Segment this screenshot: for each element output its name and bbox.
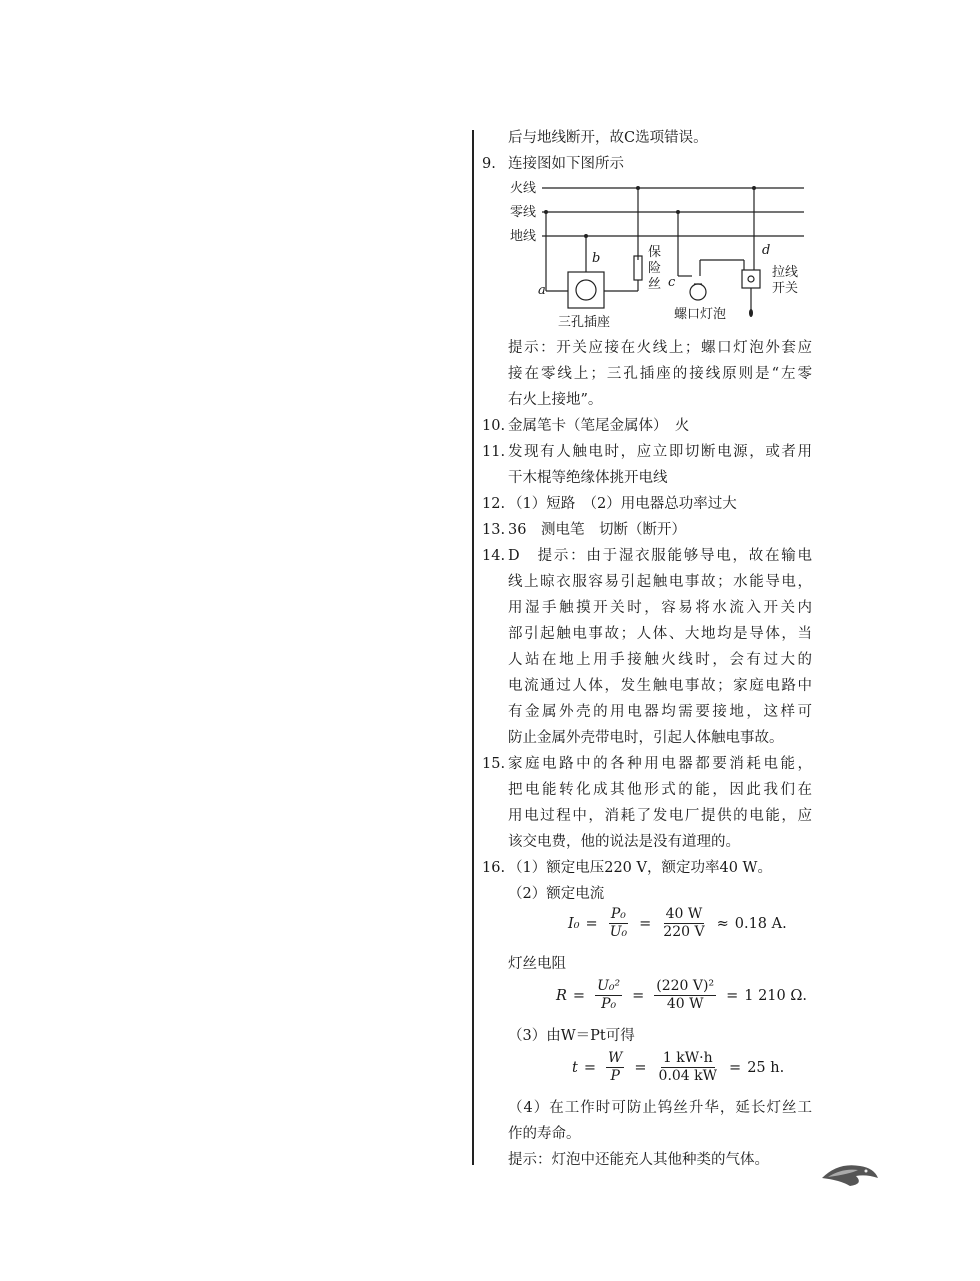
point-label: b [592,251,601,266]
wiring-diagram [482,176,822,336]
equation-resistance: R = $\frac{\text{U₀²}}{\text{P₀}}$ = $\frac{\text{(220 V)²}}{40 W}$ = 1 210 Ω. [556,978,808,1012]
eq-result: 0.18 A. [734,915,787,932]
fraction [606,1050,624,1085]
denominator: P [610,1068,620,1084]
eq-lhs: R [556,987,567,1004]
bulb-shape [690,284,706,300]
fuse-label: 险 [648,261,662,276]
text-line: （3）由W＝Pt可得 [508,1028,635,1044]
point-label: d [762,243,771,258]
numerator: 1 kW·h [662,1050,713,1066]
denominator: P₀ [601,996,617,1012]
switch-label: 开关 [772,281,799,296]
question-number: 13. [482,522,506,538]
question-number: 9. [482,156,496,172]
text-line: 灯丝电阻 [508,956,566,972]
text-line: 用湿手触摸开关时，容易将水流入开关内 [508,600,812,616]
text-line: D 提示：由于湿衣服能够导电，故在输电 [508,548,812,564]
numerator: U₀² [597,978,621,994]
switch-box [742,270,760,288]
fraction [654,978,716,1013]
text-line: 人站在地上用手接触火线时，会有过大的 [508,652,812,668]
question-number: 16. [482,860,506,876]
switch-label: 拉线 [772,265,799,280]
bulb-label: 螺口灯泡 [674,307,727,322]
equation-time: t = $\frac{W}{P}$ = $\frac{1 kW\cdot h}{0.04 kW}$ = 25 h. [572,1050,785,1084]
question-number: 14. [482,548,506,564]
text-line: 36 测电笔 切断（断开） [508,522,686,538]
fraction [608,906,629,941]
numerator: W [607,1050,623,1066]
point-label: a [538,283,546,298]
numerator: (220 V)² [656,978,715,994]
ground-label: 地线 [510,229,537,244]
fraction [657,1050,720,1085]
text-line: 家庭电路中的各种用电器都要消耗电能， [508,756,812,772]
numerator: 40 W [665,906,703,922]
question-number: 15. [482,756,506,772]
fraction [595,978,622,1013]
text-line: 右火上接地”。 [508,392,603,408]
text-line: 后与地线断开，故C选项错误。 [508,130,708,146]
text-line: 接在零线上；三孔插座的接线原则是“左零 [508,366,812,382]
fraction [661,906,706,941]
text-line: 金属笔卡（笔尾金属体） 火 [508,418,690,434]
denominator: 220 V [663,924,705,940]
live-label: 火线 [510,181,537,196]
eq-lhs: I₀ [568,915,580,932]
text-line: 干木棍等绝缘体挑开电线 [508,470,668,486]
text-line: 防止金属外壳带电时，引起人体触电事故。 [508,730,784,746]
neutral-label: 零线 [510,205,537,220]
numerator: P₀ [610,906,626,922]
column-divider [472,130,474,1165]
fuse-label: 保 [648,245,662,260]
text-line: 连接图如下图所示 [508,156,624,172]
text-line: （2）额定电流 [508,886,605,902]
text-line: 线上晾衣服容易引起触电事故；水能导电， [508,574,812,590]
text-line: 该交电费，他的说法是没有道理的。 [508,834,740,850]
question-number: 11. [482,444,506,460]
text-line: 用电过程中，消耗了发电厂提供的电能，应 [508,808,812,824]
socket-box [568,272,604,308]
eq-result: 1 210 Ω. [744,987,808,1004]
text-line: 电流通过人体，发生触电事故；家庭电路中 [508,678,812,694]
equation-current: I₀ = $\frac{\text{P₀}}{\text{U₀}}$ = $\frac{40 W}{220 V}$ ≈ 0.18 A. [568,906,787,940]
text-line: 把电能转化成其他形式的能，因此我们在 [508,782,812,798]
eq-lhs: t [572,1059,578,1076]
text-line: 提示：灯泡中还能充人其他种类的气体。 [508,1152,769,1168]
eq-result: 25 h. [747,1059,785,1076]
point-label: c [668,275,676,290]
text-line: （4）在工作时可防止钨丝升华，延长灯丝工 [508,1100,812,1116]
text-line: 发现有人触电时，应立即切断电源，或者用 [508,444,812,460]
question-number: 10. [482,418,506,434]
denominator: 40 W [666,996,704,1012]
question-number: 12. [482,496,506,512]
fuse-label: 丝 [648,277,662,292]
text-line: 有金属外壳的用电器均需要接地，这样可 [508,704,812,720]
text-line: 提示：开关应接在火线上；螺口灯泡外套应 [508,340,812,356]
text-line: （1）额定电压220 V，额定功率40 W。 [508,860,772,876]
text-line: 作的寿命。 [508,1126,581,1142]
denominator: U₀ [609,924,628,940]
denominator: 0.04 kW [658,1068,718,1084]
dolphin-logo-icon [820,1158,880,1190]
text-line: （1）短路 （2）用电器总功率过大 [508,496,737,512]
text-line: 部引起触电事故；人体、大地均是导体，当 [508,626,812,642]
socket-label: 三孔插座 [558,315,611,330]
